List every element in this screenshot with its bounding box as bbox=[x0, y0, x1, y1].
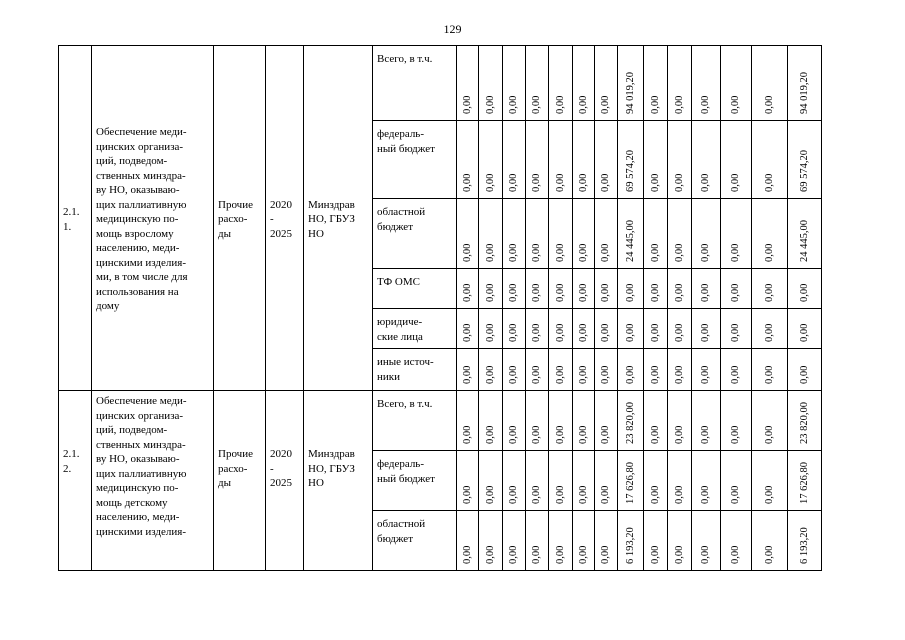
value-cell bbox=[788, 199, 822, 269]
value-cell bbox=[752, 511, 788, 571]
cell-value: 0,00 bbox=[730, 95, 741, 114]
cell-value: 0,00 bbox=[461, 95, 473, 114]
value-cell bbox=[573, 309, 595, 349]
cell-value: 0,00 bbox=[700, 365, 711, 384]
cell-value: 24 445,00 bbox=[798, 220, 810, 262]
cell-value: 0,00 bbox=[554, 485, 566, 504]
value-cell bbox=[752, 199, 788, 269]
expense-type: Прочие расхо- ды bbox=[218, 198, 253, 240]
cell-value: 0,00 bbox=[461, 365, 473, 384]
value-cell bbox=[595, 391, 618, 451]
cell-value: 0,00 bbox=[531, 283, 542, 302]
value-cell bbox=[692, 269, 721, 309]
value-cell bbox=[457, 511, 479, 571]
value-cell bbox=[668, 309, 692, 349]
cell-value: 0,00 bbox=[461, 243, 473, 262]
cell-value: 23 820,00 bbox=[624, 402, 636, 444]
cell-value: 0,00 bbox=[577, 545, 589, 564]
value-cell bbox=[573, 199, 595, 269]
cell-value: 0,00 bbox=[461, 485, 473, 504]
value-cell bbox=[644, 391, 668, 451]
cell-value: 0,00 bbox=[600, 173, 611, 192]
cell-value: 69 574,20 bbox=[798, 150, 810, 192]
cell-value: 0,00 bbox=[763, 425, 775, 444]
cell-value: 0,00 bbox=[673, 243, 685, 262]
budget-table bbox=[58, 45, 860, 571]
cell-value: 0,00 bbox=[484, 425, 496, 444]
value-cell bbox=[788, 46, 822, 121]
value-cell bbox=[457, 391, 479, 451]
value-cell bbox=[752, 391, 788, 451]
cell-value: 0,00 bbox=[730, 173, 741, 192]
cell-value: 0,00 bbox=[600, 485, 611, 504]
cell-value: 0,00 bbox=[730, 243, 741, 262]
cell-value: 23 820,00 bbox=[798, 402, 810, 444]
cell-value: 0,00 bbox=[700, 243, 711, 262]
value-cell bbox=[549, 511, 573, 571]
cell-value: 94 019,20 bbox=[624, 72, 636, 114]
value-cell bbox=[573, 391, 595, 451]
value-cell bbox=[721, 269, 752, 309]
cell-value: 0,00 bbox=[531, 323, 542, 342]
value-cell bbox=[526, 121, 549, 199]
funding-source-label: ТФ ОМС bbox=[377, 276, 420, 288]
value-cell bbox=[721, 391, 752, 451]
value-cell bbox=[549, 451, 573, 511]
value-cell bbox=[573, 46, 595, 121]
cell-value: 0,00 bbox=[484, 365, 496, 384]
value-cell bbox=[479, 199, 503, 269]
cell-value: 0,00 bbox=[508, 95, 519, 114]
value-cell bbox=[526, 451, 549, 511]
value-cell bbox=[526, 511, 549, 571]
cell-value: 0,00 bbox=[531, 425, 542, 444]
value-cell bbox=[479, 269, 503, 309]
value-cell bbox=[752, 451, 788, 511]
value-cell bbox=[721, 199, 752, 269]
value-cell bbox=[692, 46, 721, 121]
value-cell bbox=[644, 349, 668, 391]
value-cell bbox=[595, 511, 618, 571]
cell-value: 0,00 bbox=[508, 243, 519, 262]
value-cell bbox=[668, 269, 692, 309]
value-cell bbox=[526, 349, 549, 391]
value-cell bbox=[595, 46, 618, 121]
value-cell bbox=[549, 391, 573, 451]
value-cell bbox=[788, 309, 822, 349]
cell-value: 0,00 bbox=[531, 95, 542, 114]
cell-value: 0,00 bbox=[508, 485, 519, 504]
funding-source-label: областной бюджет bbox=[377, 518, 426, 545]
value-cell bbox=[618, 511, 644, 571]
cell-value: 0,00 bbox=[798, 323, 810, 342]
value-cell bbox=[752, 269, 788, 309]
value-cell bbox=[573, 269, 595, 309]
value-cell bbox=[573, 511, 595, 571]
value-cell bbox=[457, 46, 479, 121]
value-cell bbox=[618, 121, 644, 199]
value-cell bbox=[549, 121, 573, 199]
value-cell bbox=[668, 451, 692, 511]
value-cell bbox=[503, 451, 526, 511]
value-cell bbox=[788, 349, 822, 391]
cell-value: 0,00 bbox=[763, 283, 775, 302]
cell-value: 0,00 bbox=[508, 323, 519, 342]
value-cell bbox=[573, 349, 595, 391]
cell-value: 0,00 bbox=[484, 173, 496, 192]
value-cell bbox=[595, 269, 618, 309]
cell-value: 0,00 bbox=[577, 283, 589, 302]
cell-value: 0,00 bbox=[649, 283, 661, 302]
value-cell bbox=[668, 121, 692, 199]
cell-value: 0,00 bbox=[673, 173, 685, 192]
cell-value: 0,00 bbox=[700, 485, 711, 504]
value-cell bbox=[721, 121, 752, 199]
cell-value: 0,00 bbox=[484, 283, 496, 302]
executor: Минздрав НО, ГБУЗ НО bbox=[308, 448, 355, 489]
value-cell bbox=[788, 269, 822, 309]
cell-value: 0,00 bbox=[700, 323, 711, 342]
value-cell bbox=[595, 451, 618, 511]
value-cell bbox=[618, 391, 644, 451]
cell-value: 0,00 bbox=[600, 425, 611, 444]
funding-source-label: юридиче- ские лица bbox=[377, 316, 423, 343]
value-cell bbox=[692, 349, 721, 391]
period: 2020 - 2025 bbox=[270, 198, 292, 240]
cell-value: 0,00 bbox=[700, 95, 711, 114]
cell-value: 0,00 bbox=[700, 283, 711, 302]
cell-value: 0,00 bbox=[673, 425, 685, 444]
value-cell bbox=[721, 46, 752, 121]
value-cell bbox=[618, 349, 644, 391]
value-cell bbox=[526, 46, 549, 121]
value-cell bbox=[479, 46, 503, 121]
table-row bbox=[59, 391, 860, 451]
cell-value: 0,00 bbox=[577, 485, 589, 504]
cell-value: 0,00 bbox=[461, 283, 473, 302]
value-cell bbox=[573, 451, 595, 511]
value-cell bbox=[644, 511, 668, 571]
cell-value: 0,00 bbox=[600, 545, 611, 564]
period: 2020 - 2025 bbox=[270, 448, 292, 489]
cell-value: 0,00 bbox=[508, 283, 519, 302]
cell-value: 0,00 bbox=[700, 425, 711, 444]
cell-value: 0,00 bbox=[484, 323, 496, 342]
table-row bbox=[59, 46, 860, 121]
cell-value: 0,00 bbox=[484, 485, 496, 504]
value-cell bbox=[526, 199, 549, 269]
value-cell bbox=[618, 451, 644, 511]
value-cell bbox=[752, 309, 788, 349]
cell-value: 0,00 bbox=[531, 173, 542, 192]
cell-value: 0,00 bbox=[673, 485, 685, 504]
funding-source-label: Всего, в т.ч. bbox=[377, 398, 433, 410]
cell-value: 0,00 bbox=[600, 365, 611, 384]
value-cell bbox=[549, 46, 573, 121]
value-cell bbox=[618, 199, 644, 269]
value-cell bbox=[503, 269, 526, 309]
cell-value: 0,00 bbox=[624, 323, 636, 342]
value-cell bbox=[692, 309, 721, 349]
cell-value: 0,00 bbox=[624, 365, 636, 384]
cell-value: 0,00 bbox=[730, 545, 741, 564]
expense-type: Прочие расхо- ды bbox=[218, 448, 253, 489]
cell-value: 0,00 bbox=[649, 365, 661, 384]
cell-value: 0,00 bbox=[600, 95, 611, 114]
item-code: 2.1. 2. bbox=[63, 448, 80, 475]
cell-value: 0,00 bbox=[531, 365, 542, 384]
value-cell bbox=[503, 121, 526, 199]
cell-value: 0,00 bbox=[730, 323, 741, 342]
cell-value: 0,00 bbox=[673, 283, 685, 302]
cell-value: 0,00 bbox=[763, 545, 775, 564]
cell-value: 0,00 bbox=[554, 545, 566, 564]
cell-value: 0,00 bbox=[763, 243, 775, 262]
value-cell bbox=[549, 309, 573, 349]
item-name: Обеспечение меди- цинских организа- ций, подведом- ственных минздра- ву НО, оказываю- щих паллиативную медицинскую по- мощь детскому населению, меди- цинскими изделия- bbox=[96, 395, 187, 538]
cell-value: 0,00 bbox=[730, 283, 741, 302]
value-cell bbox=[668, 349, 692, 391]
value-cell bbox=[503, 46, 526, 121]
cell-value: 0,00 bbox=[700, 173, 711, 192]
value-cell bbox=[692, 199, 721, 269]
value-cell bbox=[692, 511, 721, 571]
value-cell bbox=[479, 309, 503, 349]
cell-value: 0,00 bbox=[508, 365, 519, 384]
value-cell bbox=[503, 391, 526, 451]
item-name: Обеспечение меди- цинских организа- ций, подведом- ственных минздра- ву НО, оказываю- щих паллиативную медицинскую по- мощь взрослому населению, меди- цинскими изделия- ми, в том числе для использования на дому bbox=[96, 126, 188, 313]
value-cell bbox=[457, 349, 479, 391]
cell-value: 0,00 bbox=[554, 425, 566, 444]
cell-value: 0,00 bbox=[763, 365, 775, 384]
value-cell bbox=[503, 309, 526, 349]
value-cell bbox=[644, 451, 668, 511]
cell-value: 0,00 bbox=[554, 173, 566, 192]
cell-value: 0,00 bbox=[461, 323, 473, 342]
cell-value: 0,00 bbox=[484, 243, 496, 262]
value-cell bbox=[549, 199, 573, 269]
value-cell bbox=[692, 391, 721, 451]
cell-value: 0,00 bbox=[730, 425, 741, 444]
cell-value: 0,00 bbox=[554, 283, 566, 302]
value-cell bbox=[692, 451, 721, 511]
value-cell bbox=[457, 199, 479, 269]
value-cell bbox=[668, 511, 692, 571]
cell-value: 0,00 bbox=[600, 323, 611, 342]
value-cell bbox=[644, 269, 668, 309]
value-cell bbox=[595, 121, 618, 199]
value-cell bbox=[668, 46, 692, 121]
cell-value: 0,00 bbox=[649, 485, 661, 504]
value-cell bbox=[752, 46, 788, 121]
cell-value: 0,00 bbox=[577, 243, 589, 262]
cell-value: 0,00 bbox=[577, 425, 589, 444]
value-cell bbox=[479, 391, 503, 451]
value-cell bbox=[503, 349, 526, 391]
value-cell bbox=[644, 46, 668, 121]
cell-value: 0,00 bbox=[798, 283, 810, 302]
value-cell bbox=[526, 391, 549, 451]
value-cell bbox=[503, 511, 526, 571]
value-cell bbox=[457, 309, 479, 349]
value-cell bbox=[788, 121, 822, 199]
cell-value: 0,00 bbox=[531, 243, 542, 262]
cell-value: 0,00 bbox=[649, 323, 661, 342]
cell-value: 0,00 bbox=[600, 283, 611, 302]
value-cell bbox=[457, 269, 479, 309]
value-cell bbox=[549, 349, 573, 391]
cell-value: 0,00 bbox=[700, 545, 711, 564]
cell-value: 0,00 bbox=[763, 485, 775, 504]
cell-value: 0,00 bbox=[673, 323, 685, 342]
cell-value: 0,00 bbox=[673, 545, 685, 564]
cell-value: 0,00 bbox=[600, 243, 611, 262]
item-code: 2.1. 1. bbox=[63, 206, 80, 233]
cell-value: 0,00 bbox=[531, 485, 542, 504]
cell-value: 0,00 bbox=[461, 545, 473, 564]
cell-value: 0,00 bbox=[531, 545, 542, 564]
cell-value: 0,00 bbox=[554, 95, 566, 114]
value-cell bbox=[618, 46, 644, 121]
value-cell bbox=[457, 451, 479, 511]
value-cell bbox=[752, 121, 788, 199]
value-cell bbox=[644, 199, 668, 269]
value-cell bbox=[752, 349, 788, 391]
value-cell bbox=[526, 309, 549, 349]
cell-value: 24 445,00 bbox=[624, 220, 636, 262]
value-cell bbox=[595, 349, 618, 391]
cell-value: 94 019,20 bbox=[798, 72, 810, 114]
funding-source-label: федераль- ный бюджет bbox=[377, 458, 435, 485]
value-cell bbox=[721, 511, 752, 571]
value-cell bbox=[618, 269, 644, 309]
value-cell bbox=[721, 451, 752, 511]
cell-value: 0,00 bbox=[508, 173, 519, 192]
cell-value: 69 574,20 bbox=[624, 150, 636, 192]
cell-value: 0,00 bbox=[554, 365, 566, 384]
cell-value: 0,00 bbox=[577, 365, 589, 384]
cell-value: 0,00 bbox=[649, 95, 661, 114]
value-cell bbox=[618, 309, 644, 349]
value-cell bbox=[573, 121, 595, 199]
cell-value: 0,00 bbox=[461, 425, 473, 444]
value-cell bbox=[668, 391, 692, 451]
cell-value: 17 626,80 bbox=[798, 462, 810, 504]
value-cell bbox=[788, 391, 822, 451]
value-cell bbox=[479, 511, 503, 571]
cell-value: 0,00 bbox=[484, 545, 496, 564]
cell-value: 0,00 bbox=[577, 173, 589, 192]
value-cell bbox=[644, 121, 668, 199]
value-cell bbox=[479, 121, 503, 199]
cell-value: 0,00 bbox=[649, 545, 661, 564]
value-cell bbox=[644, 309, 668, 349]
funding-source-label: федераль- ный бюджет bbox=[377, 128, 435, 155]
cell-value: 0,00 bbox=[577, 323, 589, 342]
value-cell bbox=[788, 511, 822, 571]
cell-value: 0,00 bbox=[649, 243, 661, 262]
cell-value: 0,00 bbox=[763, 95, 775, 114]
cell-value: 17 626,80 bbox=[624, 462, 636, 504]
cell-value: 0,00 bbox=[461, 173, 473, 192]
value-cell bbox=[549, 269, 573, 309]
cell-value: 0,00 bbox=[673, 365, 685, 384]
page-number: 129 bbox=[443, 22, 462, 36]
cell-value: 0,00 bbox=[508, 545, 519, 564]
cell-value: 0,00 bbox=[484, 95, 496, 114]
cell-value: 0,00 bbox=[649, 173, 661, 192]
cell-value: 0,00 bbox=[577, 95, 589, 114]
cell-value: 0,00 bbox=[673, 95, 685, 114]
funding-source-label: областной бюджет bbox=[377, 206, 426, 233]
executor: Минздрав НО, ГБУЗ НО bbox=[308, 198, 355, 240]
funding-source-label: Всего, в т.ч. bbox=[377, 53, 433, 65]
value-cell bbox=[721, 309, 752, 349]
value-cell bbox=[457, 121, 479, 199]
value-cell bbox=[668, 199, 692, 269]
value-cell bbox=[721, 349, 752, 391]
cell-value: 0,00 bbox=[730, 365, 741, 384]
cell-value: 0,00 bbox=[649, 425, 661, 444]
cell-value: 0,00 bbox=[763, 173, 775, 192]
value-cell bbox=[503, 199, 526, 269]
value-cell bbox=[595, 309, 618, 349]
cell-value: 0,00 bbox=[798, 365, 810, 384]
value-cell bbox=[692, 121, 721, 199]
cell-value: 0,00 bbox=[554, 323, 566, 342]
funding-source-label: иные источ- ники bbox=[377, 356, 434, 383]
cell-value: 0,00 bbox=[763, 323, 775, 342]
value-cell bbox=[526, 269, 549, 309]
value-cell bbox=[479, 349, 503, 391]
cell-value: 0,00 bbox=[508, 425, 519, 444]
cell-value: 6 193,20 bbox=[624, 527, 636, 564]
cell-value: 0,00 bbox=[624, 283, 636, 302]
cell-value: 0,00 bbox=[730, 485, 741, 504]
value-cell bbox=[479, 451, 503, 511]
value-cell bbox=[788, 451, 822, 511]
cell-value: 6 193,20 bbox=[798, 527, 810, 564]
cell-value: 0,00 bbox=[554, 243, 566, 262]
value-cell bbox=[595, 199, 618, 269]
